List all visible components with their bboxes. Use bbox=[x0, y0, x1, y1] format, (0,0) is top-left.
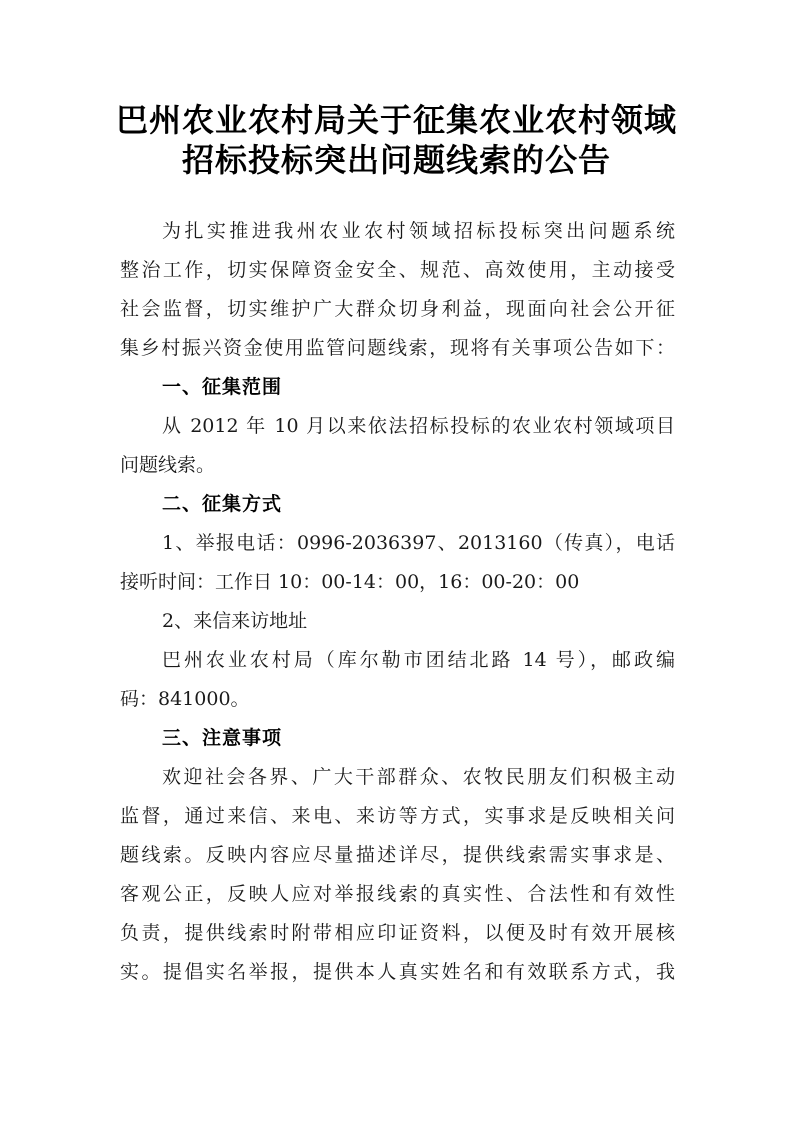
section-3-line-4: 客观公正，反映人应对举报线索的真实性、合法性和有效性 bbox=[120, 883, 675, 905]
section-1-heading: 一、征集范围 bbox=[162, 376, 283, 398]
intro-line-2: 整治工作，切实保障资金安全、规范、高效使用，主动接受 bbox=[120, 259, 675, 281]
section-1-line-1: 从 2012 年 10 月以来依法招标投标的农业农村领域项目 bbox=[162, 415, 675, 437]
intro-line-1: 为扎实推进我州农业农村领域招标投标突出问题系统 bbox=[162, 220, 675, 242]
section-2-item-1-line-2: 接听时间：工作日 10：00-14：00，16：00-20：00 bbox=[120, 571, 580, 593]
section-2-item-2-line-2: 码：841000。 bbox=[120, 688, 250, 710]
intro-line-4: 集乡村振兴资金使用监管问题线索，现将有关事项公告如下： bbox=[120, 337, 675, 359]
section-2-item-2-line-1: 巴州农业农村局（库尔勒市团结北路 14 号），邮政编 bbox=[162, 649, 675, 671]
section-3-line-6: 实。提倡实名举报，提供本人真实姓名和有效联系方式，我 bbox=[120, 961, 675, 983]
section-1-line-2: 问题线索。 bbox=[120, 454, 216, 476]
section-3-line-2: 监督，通过来信、来电、来访等方式，实事求是反映相关问 bbox=[120, 805, 675, 827]
intro-line-3: 社会监督，切实维护广大群众切身利益，现面向社会公开征 bbox=[120, 298, 675, 320]
section-3-heading: 三、注意事项 bbox=[162, 727, 283, 749]
section-3-line-1: 欢迎社会各界、广大干部群众、农牧民朋友们积极主动 bbox=[162, 766, 675, 788]
document-title-line-1: 巴州农业农村局关于征集农业农村领域 bbox=[115, 101, 677, 139]
section-3-line-5: 负责，提供线索时附带相应印证资料，以便及时有效开展核 bbox=[120, 922, 675, 944]
section-2-heading: 二、征集方式 bbox=[162, 493, 283, 515]
section-3-line-3: 题线索。反映内容应尽量描述详尽，提供线索需实事求是、 bbox=[120, 844, 675, 866]
document-title-line-2: 招标投标突出问题线索的公告 bbox=[181, 141, 611, 179]
section-2-item-1-line-1: 1、举报电话：0996-2036397、2013160（传真），电话 bbox=[162, 532, 675, 554]
section-2-item-2-label: 2、来信来访地址 bbox=[162, 610, 308, 632]
